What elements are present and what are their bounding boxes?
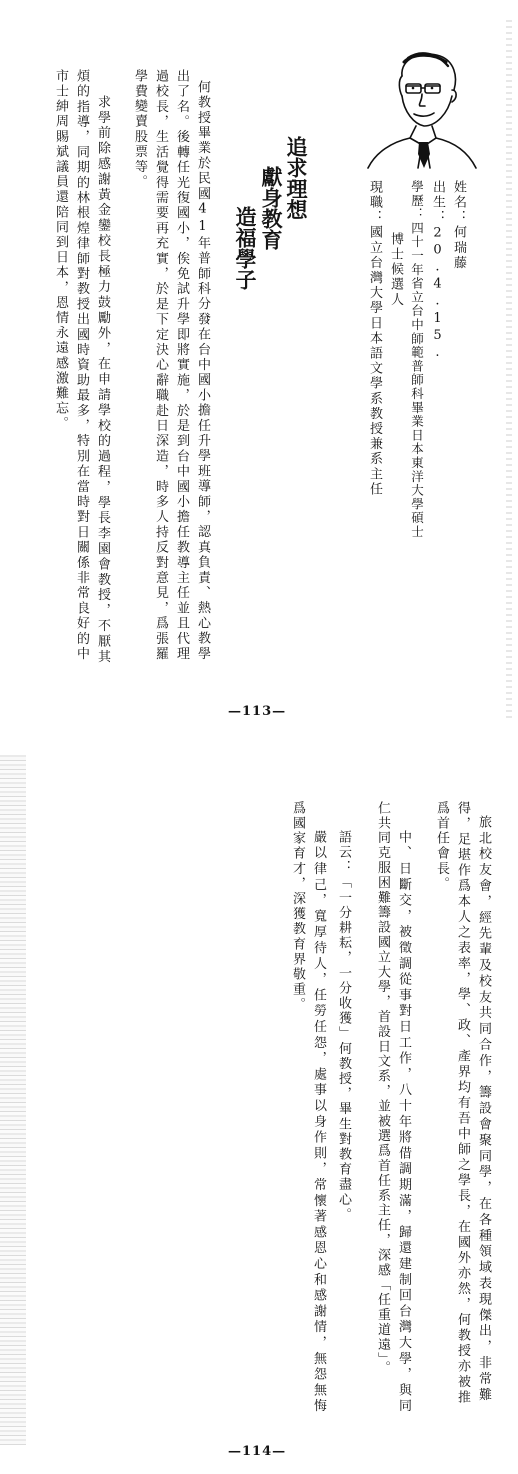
body-column-1: 旅北校友會，經先輩及校友共同合作，籌設會聚同學，在各種領域表現傑出，非常難 [476, 815, 491, 1404]
page-114 [0, 735, 518, 1474]
profile-education-cont: 博士候選人 [388, 232, 403, 308]
body-column-4: 學費變賣股票等。 [132, 69, 147, 190]
page-number-113: —113— [228, 704, 287, 719]
portrait-photo [362, 46, 480, 171]
scan-edge-left [0, 755, 26, 1445]
body-column-1: 何教授畢業於民國41年普師科分發在台中國小擔任升學班導師，認真負責、熱心教學 [195, 80, 210, 662]
body-column-8: 爲國家育才，深獲教育界敬重。 [290, 801, 305, 1013]
profile-education: 學歷：四十一年省立台中師範普師科畢業日本東洋大學碩士 [409, 180, 425, 539]
body-column-4: 中、日斷交，被徵調從事對日工作，八十年將借調期滿，歸還建制回台灣大學，與同 [396, 830, 411, 1415]
body-column-2: 得，足堪作爲本人之表率，學、政、產界均有吾中師之學長，在國外亦然，何教授亦被推 [455, 801, 470, 1406]
page-number-114: —114— [228, 1444, 287, 1459]
body-column-3: 爲首任會長。 [434, 801, 449, 892]
profile-born: 出生：20.4.15. [430, 180, 445, 363]
body-column-3: 過校長，生活覺得需要再充實，於是下定決心辭職赴日深造，時多人持反對意見，爲張羅 [153, 69, 168, 662]
title-line-3: 造福學子 [233, 206, 257, 290]
body-column-2: 出了名。後轉任光復國小，俟免試升學即將實施，於是到台中國小擔任教導主任並且代理 [174, 69, 189, 662]
profile-name: 姓名：何瑞藤 [451, 180, 466, 271]
scan-edge-right [506, 20, 512, 720]
body-column-5: 仁共同克服困難籌設國立大學，首設日文系，並被選爲首任系主任，深感「任重道遠」。 [375, 801, 390, 1376]
body-column-6: 煩的指導，同期的林根煌律師對教授出國時資助最多，特別在當時對日關係非常良好的中 [74, 69, 89, 662]
body-column-7: 市士紳周賜斌議員還陪同到日本，恩情永遠感激難忘。 [53, 69, 68, 432]
page-113 [0, 0, 518, 735]
body-column-6: 語云：「一分耕耘，一分收獲」何教授，畢生對教育盡心。 [336, 830, 351, 1223]
profile-position: 現職：國立台灣大學日本語文學系教授兼系主任 [367, 180, 382, 498]
title-line-1: 追求理想 [284, 136, 308, 220]
body-column-5: 求學前除感謝黃金鑾校長極力鼓勵外，在申請學校的過程，學長李園會教授，不厭其 [95, 95, 110, 665]
body-column-7: 嚴以律己，寬厚待人，任勞任怨，處事以身作則，常懷著感恩心和感謝情，無怨無悔 [311, 830, 326, 1415]
title-line-2: 獻身教育 [259, 166, 283, 250]
